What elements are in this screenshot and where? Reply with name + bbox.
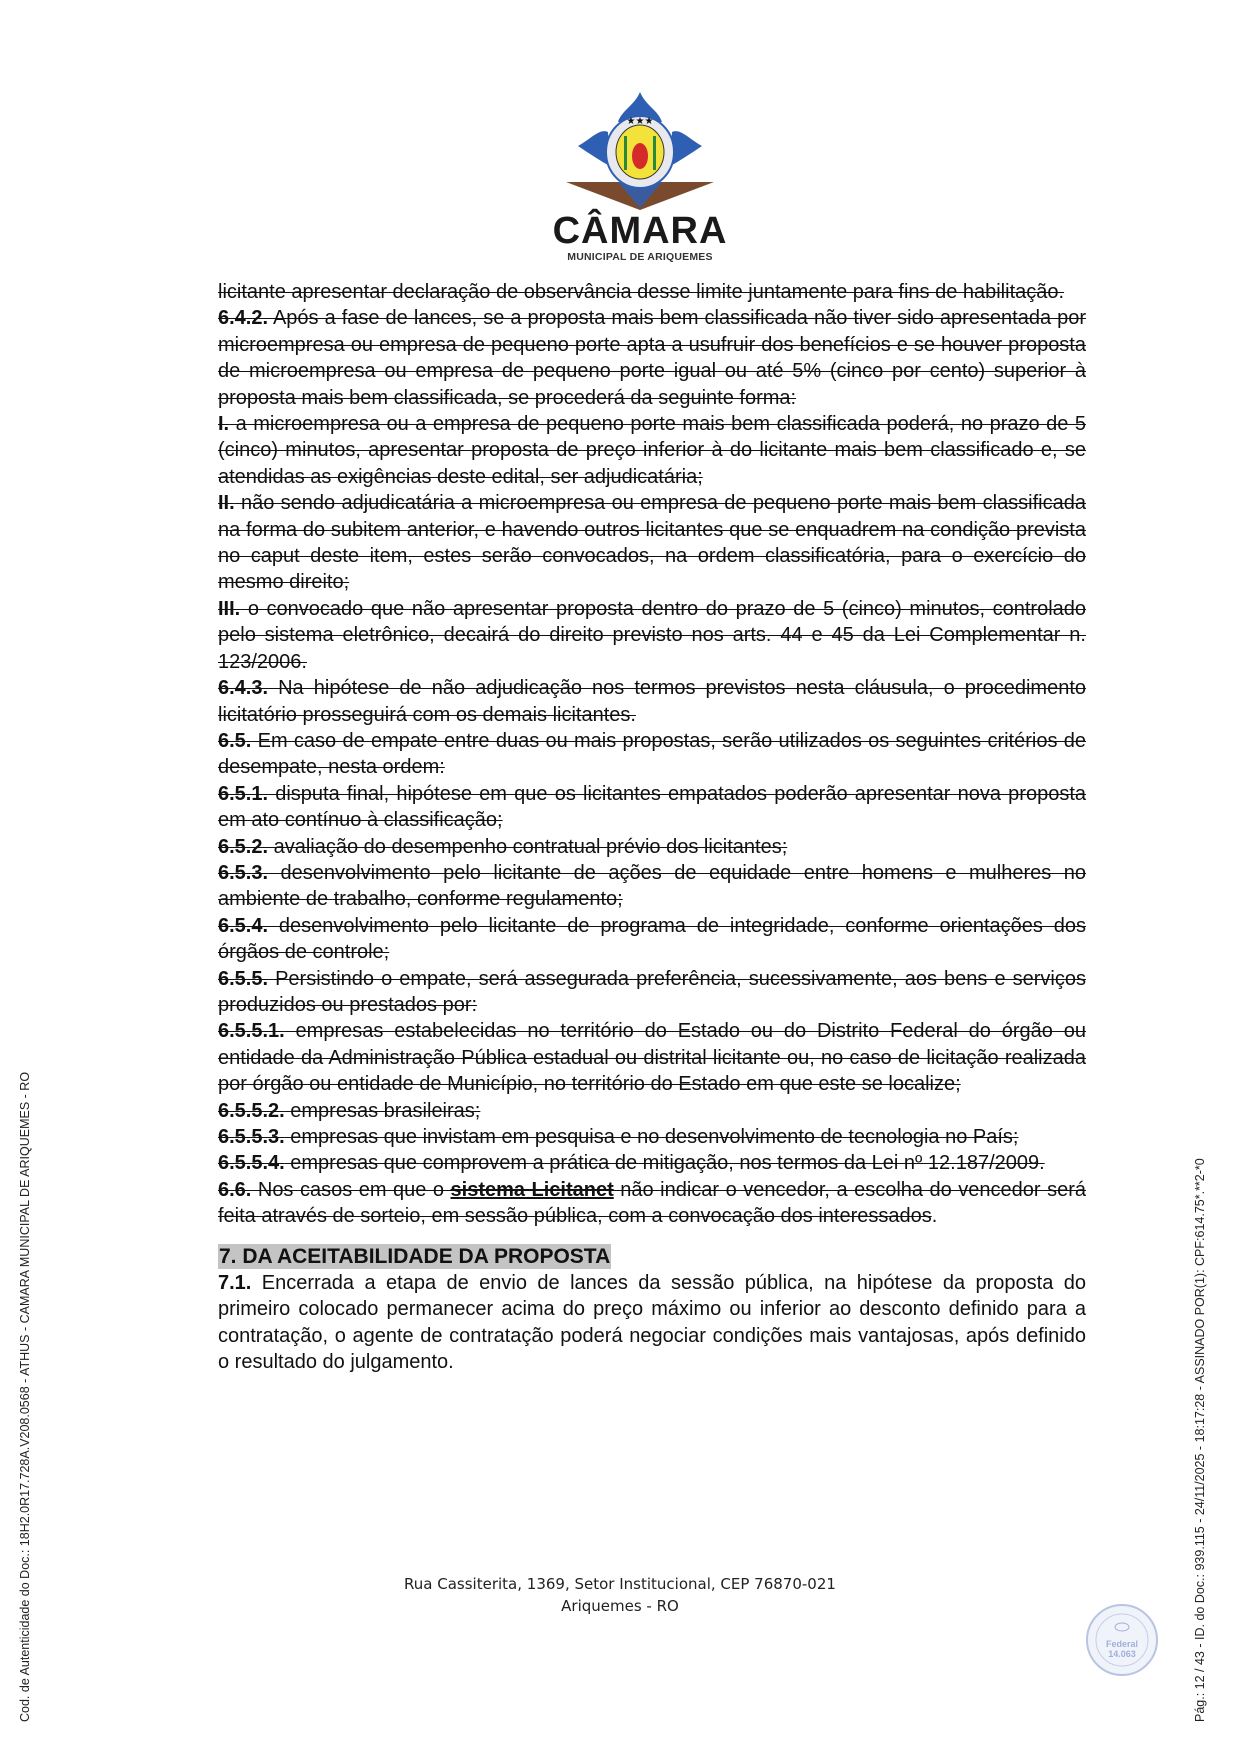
clause-paragraph xyxy=(218,411,1086,490)
clause-text: não sendo adjudicatária a microempresa ou empresa de pequeno porte mais bem classificada na forma do subitem anterior, e havendo outros licitantes que se enquadrem na condição prevista no caput deste item, estes serão convocados, na ordem classificatória, para o exercício do mesmo direito; xyxy=(218,492,1086,594)
clause-text: empresas estabelecidas no território do Estado ou do Distrito Federal do órgão ou entidade da Administração Pública estadual ou distrital licitante ou, no caso de licitação realizada por órgão ou entidade de Município, no território do Estado em que este se localize; xyxy=(218,1020,1086,1096)
clause-text: licitante apresentar declaração de observância desse limite juntamente para fins de habilitação. xyxy=(218,281,1065,303)
authenticity-code: Cod. de Autenticidade do Doc.: 18H2.0R17.728A.V208.0568 - ATHUS - CAMARA MUNICIPAL DE ARIQUEMES - RO xyxy=(18,1071,32,1722)
clause-text: avaliação do desempenho contratual prévio dos licitantes; xyxy=(268,835,788,858)
clause-number: III. xyxy=(218,597,241,620)
document-body xyxy=(218,279,1086,1376)
logo-title: CÂMARA xyxy=(552,210,728,252)
clause-text: a microempresa ou a empresa de pequeno porte mais bem classificada poderá, no prazo de 5 (cinco) minutos, apresentar proposta de preço inferior à do licitante mais bem classificado e, se atendidas as exigências deste edital, ser adjudicatária; xyxy=(218,413,1086,488)
clause-number: 6.5.5.1. xyxy=(218,1020,285,1043)
clause-text: Nos casos em que o xyxy=(251,1178,451,1201)
clause-6-6 xyxy=(218,1177,1086,1230)
clause-text: Encerrada a etapa de envio de lances da sessão pública, na hipótese da proposta do primeiro colocado permanecer acima do preço máximo ou inferior ao desconto definido para a contratação, o agente de contratação poderá negociar condições mais vantajosas, após definido o resultado do julgamento. xyxy=(218,1272,1086,1374)
clause-number: 7.1. xyxy=(218,1272,252,1295)
svg-text:★★★: ★★★ xyxy=(626,116,654,127)
clause-text: desenvolvimento pelo licitante de programa de integridade, conforme orientações dos órgãos de controle; xyxy=(218,914,1086,964)
clause-7-1 xyxy=(218,1270,1086,1376)
federal-law-seal xyxy=(1085,1603,1159,1677)
footer-address: Rua Cassiterita, 1369, Setor Institucional, CEP 76870-021 xyxy=(404,1575,836,1593)
signature-info: Pág.: 12 / 43 - ID. do Doc.: 939.115 - 24/11/2025 - 18:17:28 - ASSINADO POR(1): CPF:614.75*.**2-*0 xyxy=(1193,1158,1207,1722)
clause-number: 6.5.2. xyxy=(218,835,269,858)
clause-text: Após a fase de lances, se a proposta mais bem classificada não tiver sido apresentada por microempresa ou empresa de pequeno porte apta a usufruir dos benefícios e se houver proposta de microempresa ou empresa de pequeno porte igual ou até 5% (cinco por cento) superior à proposta mais bem classificada, se procederá da seguinte forma: xyxy=(218,307,1086,409)
clause-paragraph xyxy=(218,913,1086,966)
clause-number: I. xyxy=(218,413,230,436)
clause-paragraph xyxy=(218,1018,1086,1097)
clause-number: 6.5. xyxy=(218,729,252,752)
footer-city: Ariquemes - RO xyxy=(561,1597,679,1615)
clause-list xyxy=(218,279,1086,1177)
clause-text: empresas que invistam em pesquisa e no desenvolvimento de tecnologia no País; xyxy=(284,1126,1019,1148)
clause-paragraph xyxy=(218,490,1086,596)
page-footer xyxy=(0,1573,1240,1617)
clause-text: não indicar o vencedor, a escolha do vencedor será feita através de sorteio, em sessão pública, com a convocação dos interessados xyxy=(218,1178,1086,1228)
clause-text: o convocado que não apresentar proposta dentro do prazo de 5 (cinco) minutos, controlado pelo sistema eletrônico, decairá do direito previsto nos arts. 44 e 45 da Lei Complementar n. 123/2006. xyxy=(218,597,1086,673)
seal-icon xyxy=(1085,1603,1159,1677)
clause-text: Na hipótese de não adjudicação nos termos previstos nesta cláusula, o procedimento licitatório prosseguirá com os demais licitantes. xyxy=(218,677,1086,726)
clause-number: 6.4.3. xyxy=(218,677,269,700)
clause-number: 6.5.1. xyxy=(218,782,269,805)
clause-paragraph xyxy=(218,860,1086,913)
seal-text: Federal xyxy=(1105,1639,1139,1649)
clause-paragraph xyxy=(218,728,1086,781)
clause-paragraph xyxy=(218,966,1086,1019)
clause-paragraph xyxy=(218,834,1086,860)
clause-paragraph xyxy=(218,1124,1086,1150)
clause-number: 6.5.5. xyxy=(218,967,269,990)
camara-logo xyxy=(548,88,732,263)
clause-paragraph xyxy=(218,1150,1086,1176)
clause-text: disputa final, hipótese em que os licitantes empatados poderão apresentar nova proposta em ato contínuo à classificação; xyxy=(218,782,1086,832)
clause-paragraph xyxy=(218,305,1086,411)
clause-text: empresas que comprovem a prática de mitigação, nos termos da Lei nº 12.187/2009. xyxy=(284,1152,1045,1175)
seal-number: 14.063 xyxy=(1108,1649,1136,1659)
system-name: sistema Licitanet xyxy=(450,1178,614,1201)
clause-number: 6.5.4. xyxy=(218,914,269,937)
clause-text: Persistindo o empate, será assegurada preferência, sucessivamente, aos bens e serviços produzidos ou prestados por: xyxy=(218,967,1086,1016)
clause-text: desenvolvimento pelo licitante de ações de equidade entre homens e mulheres no ambiente de trabalho, conforme regulamento; xyxy=(218,861,1086,911)
clause-number: 6.5.5.4. xyxy=(218,1152,285,1175)
clause-paragraph xyxy=(218,675,1086,728)
clause-number: 6.5.5.2. xyxy=(218,1099,285,1122)
clause-number: II. xyxy=(218,492,235,515)
clause-end: . xyxy=(931,1205,938,1228)
clause-paragraph xyxy=(218,1098,1086,1124)
coat-of-arms-icon xyxy=(548,88,732,216)
clause-text: empresas brasileiras; xyxy=(284,1099,481,1122)
clause-number: 6.6. xyxy=(218,1178,252,1201)
clause-number: 6.5.5.3. xyxy=(218,1126,285,1148)
section-heading: 7. DA ACEITABILIDADE DA PROPOSTA xyxy=(219,1244,611,1268)
clause-number: 6.4.2. xyxy=(218,307,269,330)
clause-paragraph xyxy=(218,781,1086,834)
clause-number: 6.5.3. xyxy=(218,861,269,884)
clause-paragraph xyxy=(218,279,1086,305)
clause-paragraph xyxy=(218,596,1086,675)
logo-subtitle: MUNICIPAL DE ARIQUEMES xyxy=(567,251,713,263)
clause-text: Em caso de empate entre duas ou mais propostas, serão utilizados os seguintes critérios de desempate, nesta ordem: xyxy=(218,729,1086,779)
